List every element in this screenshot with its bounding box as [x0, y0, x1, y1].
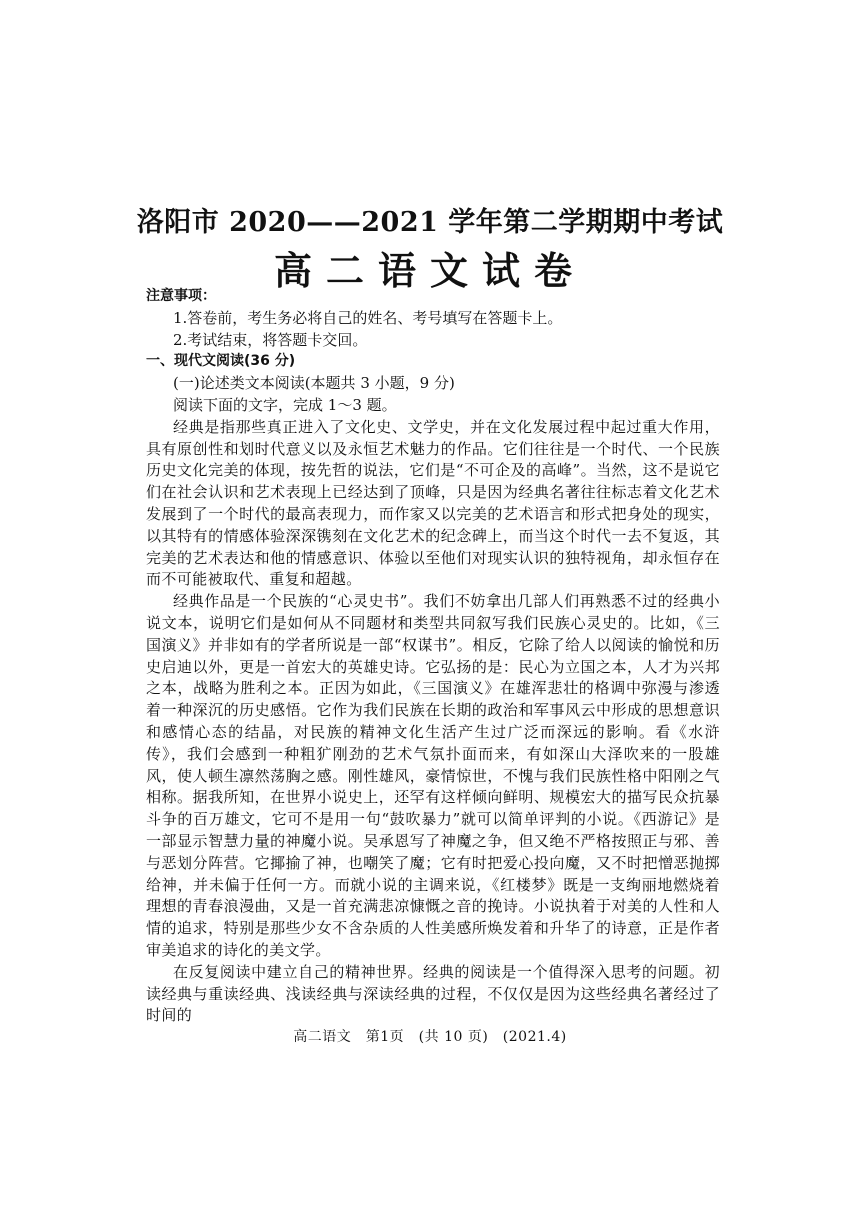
note-item: 2.考试结束，将答题卡交回。 [173, 330, 368, 349]
reading-instruction: 阅读下面的文字，完成 1～3 题。 [173, 395, 397, 414]
notes-heading: 注意事项： [146, 288, 216, 304]
section-heading: 一、现代文阅读(36 分) [146, 353, 296, 370]
passage-paragraph: 经典是指那些真正进入了文化史、文学史，并在文化发展过程中起过重大作用，具有原创性和划时代意义以及永恒艺术魅力的作品。它们往往是一个时代、一个民族历史文化完美的体现，按先哲的说法，它们是“不可企及的高峰”。当然，这不是说它们在社会认识和艺术表现上已经达到了顶峰，只是因为经典名著往往标志着文化艺术发展到了一个时代的最高表现力，而作家又以完美的艺术语言和形式把身处的现实，以其特有的情感体验深深镌刻在文化艺术的纪念碑上，而当这个时代一去不复返，其完美的艺术表达和他的情感意识、体验以至他们对现实认识的独特视角，却永恒存在而不可能被取代、重复和超越。 [146, 417, 720, 589]
note-item: 1.答卷前，考生务必将自己的姓名、考号填写在答题卡上。 [173, 308, 563, 327]
passage-paragraph: 在反复阅读中建立自己的精神世界。经典的阅读是一个值得深入思考的问题。初读经典与重读经典、浅读经典与深读经典的过程，不仅仅是因为这些经典名著经过了时间的 [146, 962, 720, 1025]
page-footer: 高二语文 第1页 (共 10 页) (2021.4) [293, 1029, 567, 1045]
subsection-heading: (一)论述类文本阅读(本题共 3 小题，9 分) [173, 374, 455, 393]
paper-title: 高二语文试卷 [273, 248, 586, 293]
passage-paragraph: 经典作品是一个民族的“心灵史书”。我们不妨拿出几部人们再熟悉不过的经典小说文本，说明它们是如何从不同题材和类型共同叙写我们民族心灵史的。比如，《三国演义》并非如有的学者所说是一部“权谋书”。相反，它除了给人以阅读的愉悦和历史启迪以外，更是一首宏大的英雄史诗。它弘扬的是：民心为立国之本，人才为兴邦之本，战略为胜利之本。正因为如此，《三国演义》在雄浑悲壮的格调中弥漫与渗透着一种深沉的历史感悟。它作为我们民族在长期的政治和军事风云中形成的思想意识和感情心态的结晶，对民族的精神文化生活产生过广泛而深远的影响。看《水浒传》，我们会感到一种粗犷刚劲的艺术气氛扑面而来，有如深山大泽吹来的一股雄风，使人顿生凛然荡胸之感。刚性雄风，豪情惊世，不愧与我们民族性格中阳刚之气相称。据我所知，在世界小说史上，还罕有这样倾向鲜明、规模宏大的描写民众抗暴斗争的百万雄文，它可不是用一句“鼓吹暴力”就可以简单评判的小说。《西游记》是一部显示智慧力量的神魔小说。吴承恩写了神魔之争，但又绝不严格按照正与邪、善与恶划分阵营。它揶揄了神，也嘲笑了魔；它有时把爱心投向魔，又不时把憎恶抛掷给神，并未偏于任何一方。而就小说的主调来说，《红楼梦》既是一支绚丽地燃烧着理想的青春浪漫曲，又是一首充满悲凉慷慨之音的挽诗。小说执着于对美的人性和人情的追求，特别是那些少女不含杂质的人性美感所焕发着和升华了的诗意，正是作者审美追求的诗化的美文学。 [146, 592, 720, 959]
exam-title: 洛阳市 2020——2021 学年第二学期期中考试 [136, 207, 724, 238]
page-body [146, 286, 720, 1027]
